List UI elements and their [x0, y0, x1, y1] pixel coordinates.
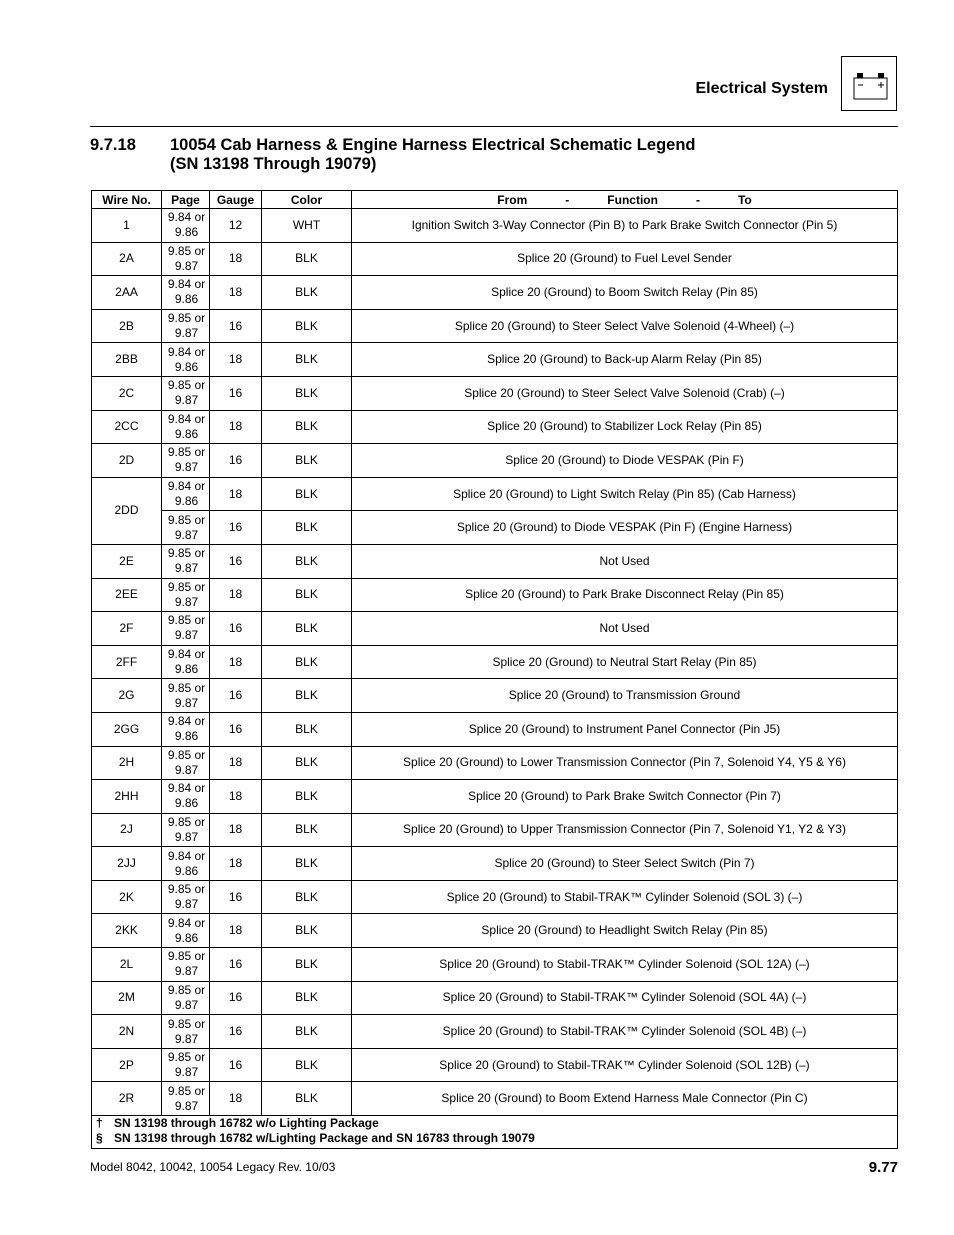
cell-color: BLK	[262, 578, 352, 612]
cell-function: Splice 20 (Ground) to Upper Transmission Connector (Pin 7, Solenoid Y1, Y2 & Y3)	[352, 813, 898, 847]
cell-color: BLK	[262, 444, 352, 478]
cell-color: BLK	[262, 679, 352, 713]
cell-page-line: 9.84 or	[167, 714, 206, 729]
cell-page-line: 9.87	[174, 695, 199, 710]
cell-function: Ignition Switch 3-Way Connector (Pin B) to Park Brake Switch Connector (Pin 5)	[352, 209, 898, 243]
footnote-symbol: †	[96, 1116, 103, 1131]
cell-function: Splice 20 (Ground) to Stabilizer Lock Relay (Pin 85)	[352, 410, 898, 444]
cell-page	[162, 645, 210, 679]
header-wire-no: Wire No.	[92, 191, 162, 209]
cell-page-line: 9.85 or	[167, 579, 206, 594]
cell-gauge: 16	[210, 444, 262, 478]
cell-color: BLK	[262, 880, 352, 914]
cell-gauge: 16	[210, 880, 262, 914]
table-row	[92, 209, 898, 243]
cell-gauge: 18	[210, 276, 262, 310]
cell-page-line: 9.84 or	[167, 647, 206, 662]
cell-wire-no: 2J	[92, 813, 162, 847]
cell-wire-no: 1	[92, 209, 162, 243]
table-row	[92, 948, 898, 982]
cell-page	[162, 209, 210, 243]
cell-color: BLK	[262, 410, 352, 444]
cell-function: Not Used	[352, 544, 898, 578]
cell-page-line: 9.85 or	[167, 949, 206, 964]
table-footnotes	[92, 1116, 898, 1149]
footnote-item	[96, 1131, 893, 1146]
footnote-text: SN 13198 through 16782 w/o Lighting Package	[114, 1116, 379, 1131]
table-row	[92, 410, 898, 444]
table-row	[92, 1015, 898, 1049]
cell-color: BLK	[262, 612, 352, 646]
footer-model-revision: Model 8042, 10042, 10054 Legacy Rev. 10/03	[90, 1160, 336, 1174]
cell-function: Splice 20 (Ground) to Stabil-TRAK™ Cylinder Solenoid (SOL 3) (–)	[352, 880, 898, 914]
cell-wire-no: 2N	[92, 1015, 162, 1049]
cell-page-line: 9.87	[174, 393, 199, 408]
cell-color: BLK	[262, 981, 352, 1015]
header-from: From	[497, 192, 528, 207]
cell-wire-no: 2EE	[92, 578, 162, 612]
cell-color: BLK	[262, 645, 352, 679]
cell-wire-no: 2JJ	[92, 847, 162, 881]
cell-wire-no: 2H	[92, 746, 162, 780]
cell-gauge: 16	[210, 309, 262, 343]
cell-function: Not Used	[352, 612, 898, 646]
cell-color: BLK	[262, 544, 352, 578]
table-row	[92, 746, 898, 780]
footnote-item	[96, 1116, 893, 1131]
cell-page-line: 9.84 or	[167, 915, 206, 930]
cell-page-line: 9.87	[174, 1065, 199, 1080]
table-row	[92, 343, 898, 377]
cell-page	[162, 746, 210, 780]
cell-wire-no: 2R	[92, 1082, 162, 1116]
table-row	[92, 914, 898, 948]
cell-function: Splice 20 (Ground) to Boom Switch Relay (Pin 85)	[352, 276, 898, 310]
cell-page-line: 9.86	[174, 729, 199, 744]
cell-page-line: 9.87	[174, 561, 199, 576]
cell-gauge: 18	[210, 343, 262, 377]
cell-page-line: 9.87	[174, 594, 199, 609]
footnote-row	[92, 1116, 898, 1149]
cell-gauge: 12	[210, 209, 262, 243]
cell-wire-no: 2M	[92, 981, 162, 1015]
cell-function: Splice 20 (Ground) to Steer Select Switch (Pin 7)	[352, 847, 898, 881]
cell-page-line: 9.84 or	[167, 411, 206, 426]
table-row	[92, 276, 898, 310]
cell-wire-no: 2CC	[92, 410, 162, 444]
table-row	[92, 645, 898, 679]
cell-color: BLK	[262, 813, 352, 847]
cell-gauge: 16	[210, 981, 262, 1015]
cell-page-line: 9.87	[174, 326, 199, 341]
table-row	[92, 376, 898, 410]
section-title	[170, 136, 870, 174]
cell-gauge: 18	[210, 477, 262, 511]
table-row	[92, 679, 898, 713]
cell-color: BLK	[262, 242, 352, 276]
cell-gauge: 18	[210, 914, 262, 948]
cell-page	[162, 847, 210, 881]
table-row	[92, 578, 898, 612]
table-row	[92, 444, 898, 478]
cell-function: Splice 20 (Ground) to Instrument Panel Connector (Pin J5)	[352, 712, 898, 746]
cell-page	[162, 343, 210, 377]
cell-page	[162, 1015, 210, 1049]
cell-page-line: 9.84 or	[167, 277, 206, 292]
cell-function: Splice 20 (Ground) to Fuel Level Sender	[352, 242, 898, 276]
cell-wire-no: 2G	[92, 679, 162, 713]
battery-icon-box	[841, 56, 897, 111]
cell-gauge: 16	[210, 1048, 262, 1082]
cell-gauge: 16	[210, 511, 262, 545]
cell-color: BLK	[262, 477, 352, 511]
wire-legend-table	[91, 190, 898, 1149]
cell-page-line: 9.87	[174, 964, 199, 979]
cell-wire-no: 2K	[92, 880, 162, 914]
cell-page	[162, 544, 210, 578]
cell-gauge: 18	[210, 1082, 262, 1116]
cell-page-line: 9.87	[174, 628, 199, 643]
cell-function: Splice 20 (Ground) to Steer Select Valve Solenoid (4-Wheel) (–)	[352, 309, 898, 343]
cell-function: Splice 20 (Ground) to Neutral Start Relay (Pin 85)	[352, 645, 898, 679]
wire-legend-table-container	[91, 190, 898, 1149]
footer-page-number: 9.77	[868, 1159, 898, 1176]
cell-page	[162, 914, 210, 948]
cell-gauge: 16	[210, 712, 262, 746]
cell-page-line: 9.85 or	[167, 546, 206, 561]
table-row	[92, 242, 898, 276]
battery-icon	[842, 57, 898, 112]
cell-gauge: 18	[210, 242, 262, 276]
cell-page	[162, 242, 210, 276]
cell-page	[162, 1082, 210, 1116]
cell-gauge: 16	[210, 544, 262, 578]
cell-page	[162, 477, 210, 511]
cell-page-line: 9.85 or	[167, 982, 206, 997]
cell-page	[162, 309, 210, 343]
cell-page-line: 9.86	[174, 662, 199, 677]
cell-function: Splice 20 (Ground) to Light Switch Relay (Pin 85) (Cab Harness)	[352, 477, 898, 511]
cell-page-line: 9.85 or	[167, 445, 206, 460]
cell-function: Splice 20 (Ground) to Stabil-TRAK™ Cylinder Solenoid (SOL 4A) (–)	[352, 981, 898, 1015]
cell-function: Splice 20 (Ground) to Stabil-TRAK™ Cylinder Solenoid (SOL 12A) (–)	[352, 948, 898, 982]
cell-page-line: 9.86	[174, 292, 199, 307]
cell-color: BLK	[262, 511, 352, 545]
cell-gauge: 18	[210, 813, 262, 847]
cell-page	[162, 276, 210, 310]
cell-page-line: 9.86	[174, 359, 199, 374]
cell-page	[162, 444, 210, 478]
cell-page-line: 9.87	[174, 1031, 199, 1046]
cell-page	[162, 712, 210, 746]
header-page: Page	[162, 191, 210, 209]
cell-gauge: 18	[210, 847, 262, 881]
table-row	[92, 712, 898, 746]
table-row	[92, 847, 898, 881]
cell-page-line: 9.87	[174, 762, 199, 777]
cell-page-line: 9.86	[174, 225, 199, 240]
cell-gauge: 18	[210, 410, 262, 444]
cell-page-line: 9.85 or	[167, 680, 206, 695]
cell-page-line: 9.85 or	[167, 882, 206, 897]
cell-function: Splice 20 (Ground) to Transmission Ground	[352, 679, 898, 713]
cell-page-line: 9.84 or	[167, 479, 206, 494]
cell-function: Splice 20 (Ground) to Diode VESPAK (Pin F) (Engine Harness)	[352, 511, 898, 545]
section-title-line1: 10054 Cab Harness & Engine Harness Electrical Schematic Legend	[170, 136, 696, 154]
cell-page-line: 9.86	[174, 494, 199, 509]
cell-function: Splice 20 (Ground) to Stabil-TRAK™ Cylinder Solenoid (SOL 4B) (–)	[352, 1015, 898, 1049]
cell-page-line: 9.85 or	[167, 747, 206, 762]
cell-page-line: 9.87	[174, 1098, 199, 1113]
cell-page-line: 9.85 or	[167, 814, 206, 829]
cell-color: BLK	[262, 376, 352, 410]
cell-wire-no: 2C	[92, 376, 162, 410]
cell-page	[162, 376, 210, 410]
cell-color: BLK	[262, 1015, 352, 1049]
table-body	[92, 209, 898, 1116]
cell-page-line: 9.86	[174, 863, 199, 878]
cell-color: BLK	[262, 343, 352, 377]
cell-gauge: 18	[210, 578, 262, 612]
cell-wire-no: 2BB	[92, 343, 162, 377]
header-dash: -	[695, 192, 700, 207]
cell-page-line: 9.85 or	[167, 1016, 206, 1031]
cell-color: BLK	[262, 780, 352, 814]
cell-page	[162, 948, 210, 982]
cell-wire-no: 2D	[92, 444, 162, 478]
section-title-line2: (SN 13198 Through 19079)	[170, 155, 377, 173]
cell-wire-no: 2L	[92, 948, 162, 982]
cell-wire-no: 2E	[92, 544, 162, 578]
cell-function: Splice 20 (Ground) to Headlight Switch Relay (Pin 85)	[352, 914, 898, 948]
cell-wire-no: 2GG	[92, 712, 162, 746]
header-function-label: Function	[607, 192, 658, 207]
cell-function: Splice 20 (Ground) to Park Brake Switch Connector (Pin 7)	[352, 780, 898, 814]
cell-page-line: 9.87	[174, 897, 199, 912]
header-divider	[90, 126, 898, 127]
cell-color: BLK	[262, 1048, 352, 1082]
table-row	[92, 1082, 898, 1116]
cell-function: Splice 20 (Ground) to Park Brake Disconnect Relay (Pin 85)	[352, 578, 898, 612]
cell-gauge: 16	[210, 948, 262, 982]
cell-gauge: 16	[210, 376, 262, 410]
cell-color: BLK	[262, 948, 352, 982]
cell-color: BLK	[262, 847, 352, 881]
cell-gauge: 16	[210, 679, 262, 713]
cell-page-line: 9.85 or	[167, 512, 206, 527]
cell-page-line: 9.85 or	[167, 1050, 206, 1065]
table-header-row	[92, 191, 898, 209]
footnote-symbol: §	[96, 1131, 103, 1146]
header-gauge: Gauge	[210, 191, 262, 209]
table-row	[92, 780, 898, 814]
cell-page	[162, 880, 210, 914]
cell-color: BLK	[262, 1082, 352, 1116]
cell-page	[162, 813, 210, 847]
cell-page-line: 9.84 or	[167, 210, 206, 225]
cell-color: WHT	[262, 209, 352, 243]
cell-function: Splice 20 (Ground) to Stabil-TRAK™ Cylinder Solenoid (SOL 12B) (–)	[352, 1048, 898, 1082]
table-row	[92, 544, 898, 578]
cell-page-line: 9.87	[174, 460, 199, 475]
footnote-cell	[92, 1116, 898, 1149]
header-to: To	[737, 192, 752, 207]
header-dash: -	[565, 192, 570, 207]
cell-page-line: 9.85 or	[167, 613, 206, 628]
cell-page-line: 9.87	[174, 527, 199, 542]
cell-gauge: 18	[210, 780, 262, 814]
cell-page-line: 9.84 or	[167, 781, 206, 796]
table-row	[92, 511, 898, 545]
cell-color: BLK	[262, 276, 352, 310]
cell-function: Splice 20 (Ground) to Diode VESPAK (Pin F)	[352, 444, 898, 478]
cell-gauge: 18	[210, 746, 262, 780]
cell-color: BLK	[262, 309, 352, 343]
cell-gauge: 16	[210, 612, 262, 646]
table-row	[92, 1048, 898, 1082]
cell-color: BLK	[262, 914, 352, 948]
cell-wire-no: 2F	[92, 612, 162, 646]
cell-gauge: 16	[210, 1015, 262, 1049]
cell-page-line: 9.87	[174, 258, 199, 273]
header-color: Color	[262, 191, 352, 209]
table-row	[92, 981, 898, 1015]
cell-wire-no: 2A	[92, 242, 162, 276]
cell-function: Splice 20 (Ground) to Lower Transmission Connector (Pin 7, Solenoid Y4, Y5 & Y6)	[352, 746, 898, 780]
cell-page-line: 9.85 or	[167, 378, 206, 393]
table-row	[92, 477, 898, 511]
table-row	[92, 813, 898, 847]
cell-page	[162, 1048, 210, 1082]
cell-wire-no: 2DD	[92, 477, 162, 544]
table-row	[92, 612, 898, 646]
cell-page-line: 9.84 or	[167, 848, 206, 863]
cell-function: Splice 20 (Ground) to Back-up Alarm Relay (Pin 85)	[352, 343, 898, 377]
cell-wire-no: 2FF	[92, 645, 162, 679]
section-number: 9.7.18	[90, 136, 136, 154]
cell-wire-no: 2KK	[92, 914, 162, 948]
cell-page-line: 9.85 or	[167, 243, 206, 258]
cell-page	[162, 780, 210, 814]
cell-page-line: 9.87	[174, 829, 199, 844]
footnote-text: SN 13198 through 16782 w/Lighting Package and SN 16783 through 19079	[114, 1131, 535, 1146]
cell-page	[162, 410, 210, 444]
cell-page-line: 9.86	[174, 796, 199, 811]
cell-page	[162, 679, 210, 713]
cell-function: Splice 20 (Ground) to Steer Select Valve Solenoid (Crab) (–)	[352, 376, 898, 410]
cell-gauge: 18	[210, 645, 262, 679]
table-row	[92, 880, 898, 914]
header-function	[352, 191, 898, 209]
cell-page-line: 9.86	[174, 426, 199, 441]
cell-page-line: 9.86	[174, 930, 199, 945]
cell-color: BLK	[262, 712, 352, 746]
cell-page	[162, 981, 210, 1015]
table-row	[92, 309, 898, 343]
cell-page-line: 9.87	[174, 997, 199, 1012]
cell-wire-no: 2P	[92, 1048, 162, 1082]
section-header-title: Electrical System	[695, 80, 828, 97]
cell-page-line: 9.84 or	[167, 344, 206, 359]
cell-page	[162, 578, 210, 612]
cell-page	[162, 612, 210, 646]
cell-page-line: 9.85 or	[167, 311, 206, 326]
cell-color: BLK	[262, 746, 352, 780]
cell-page-line: 9.85 or	[167, 1083, 206, 1098]
cell-wire-no: 2HH	[92, 780, 162, 814]
cell-wire-no: 2AA	[92, 276, 162, 310]
cell-page	[162, 511, 210, 545]
cell-wire-no: 2B	[92, 309, 162, 343]
cell-function: Splice 20 (Ground) to Boom Extend Harness Male Connector (Pin C)	[352, 1082, 898, 1116]
